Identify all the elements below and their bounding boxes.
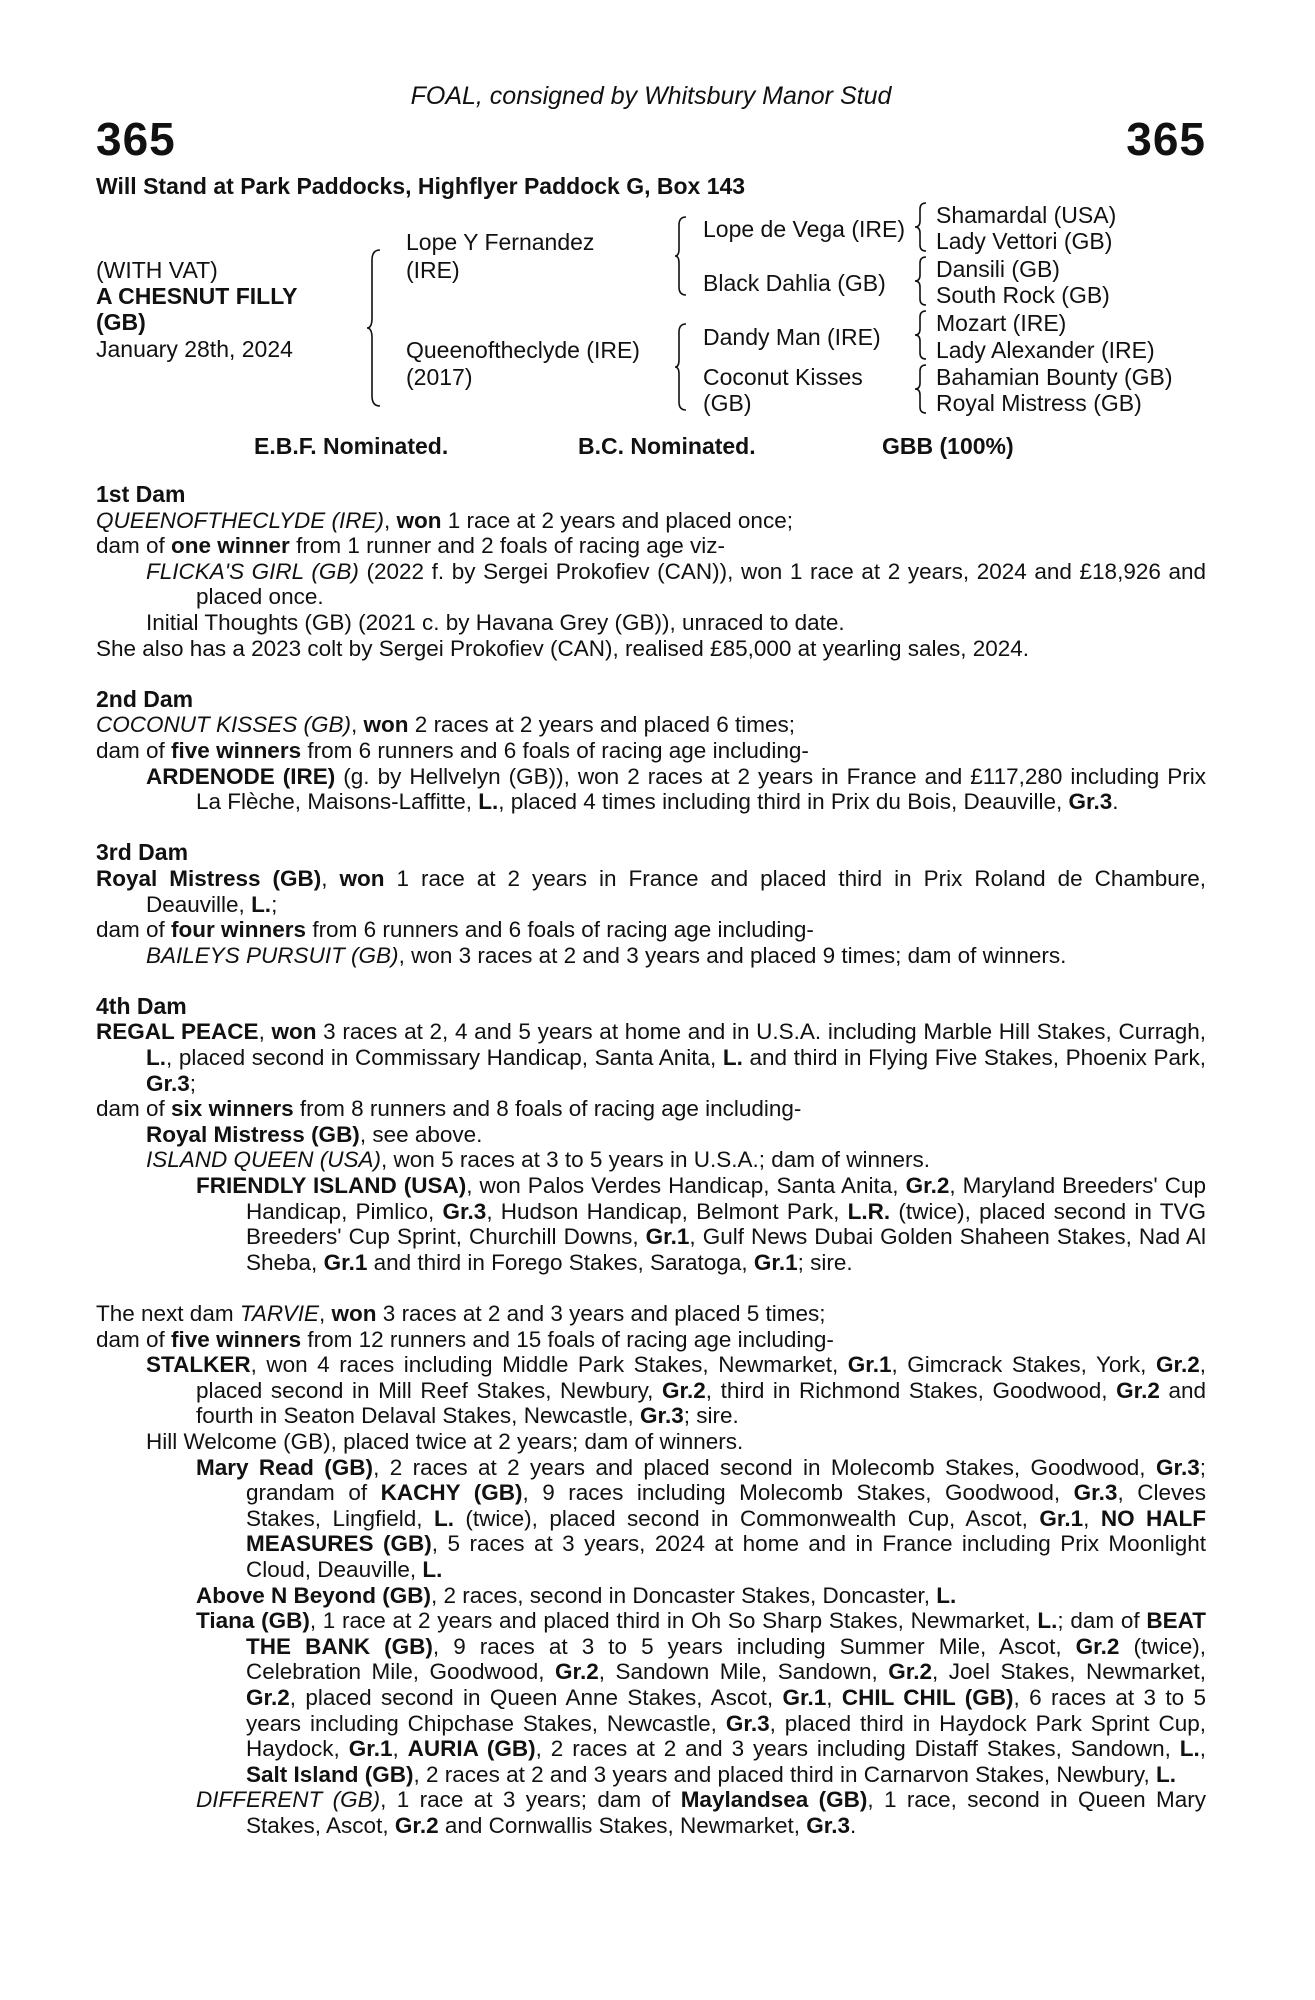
- dam1-title: 1st Dam: [96, 481, 186, 507]
- dam3-produce-1: BAILEYS PURSUIT (GB), won 3 races at 2 and 3 years and placed 9 times; dam of winners.: [146, 942, 1067, 968]
- dam-line1: Queenoftheclyde (IRE): [406, 337, 640, 363]
- pedigree-brace-sire: [674, 215, 688, 297]
- ggp-dds: Bahamian Bounty (GB): [936, 364, 1173, 390]
- stand-location: Will Stand at Park Paddocks, Highflyer Paddock G, Box 143: [96, 173, 746, 199]
- dam-dam-line1: Coconut Kisses: [703, 364, 863, 390]
- dam4-title: 4th Dam: [96, 992, 187, 1019]
- vat-note: (WITH VAT): [96, 257, 218, 283]
- ggp-dss: Mozart (IRE): [936, 310, 1067, 336]
- dam1-line2: dam of one winner from 1 runner and 2 foals of racing age viz-: [96, 533, 726, 559]
- next-dam-grandproduce-1: Mary Read (GB), 2 races at 2 years and placed second in Molecomb Stakes, Goodwood, Gr.3; grandam of KACHY (GB), 9 races including Molecomb Stakes, Goodwood, Gr.3, Cleves Stakes, Lingfield, L. (twice), placed second in Commonwealth Cup, Ascot, Gr.1, NO HALF MEASURES (GB), 5 races at 3 years, 2024 at home and in France including Prix Moonlight Cloud, Deauville, L.: [196, 1454, 1207, 1582]
- sire-line1: Lope Y Fernandez: [406, 229, 595, 255]
- sire-dam: Black Dahlia (GB): [703, 270, 886, 296]
- foaling-date: January 28th, 2024: [96, 336, 293, 362]
- ggp-sds: Dansili (GB): [936, 256, 1060, 282]
- dam3-title: 3rd Dam: [96, 839, 189, 866]
- pedigree-brace-ggp2: [914, 255, 928, 307]
- dam-line2: (2017): [406, 364, 473, 390]
- next-dam-produce-1: STALKER, won 4 races including Middle Park Stakes, Newmarket, Gr.1, Gimcrack Stakes, York, Gr.2, placed second in Mill Reef Stakes, Newbury, Gr.2, third in Richmond Stakes, Goodwood, Gr.2 and fourth in Seaton Delaval Stakes, Newcastle, Gr.3; sire.: [146, 1352, 1207, 1429]
- subject-name-line2: (GB): [96, 309, 146, 335]
- lot-number-left: 365: [96, 113, 176, 165]
- dam1-note: She also has a 2023 colt by Sergei Prokofiev (CAN), realised £85,000 at yearling sales, 2024.: [96, 635, 1030, 661]
- sire-line2: (IRE): [406, 257, 460, 283]
- bc-nomination: B.C. Nominated.: [578, 433, 756, 459]
- dam4-produce-2: ISLAND QUEEN (USA), won 5 races at 3 to 5 years in U.S.A.; dam of winners.: [146, 1147, 931, 1173]
- next-dam-produce-2: Hill Welcome (GB), placed twice at 2 years; dam of winners.: [146, 1428, 744, 1454]
- dam3-line1: Royal Mistress (GB), won 1 race at 2 years in France and placed third in Prix Roland de Chambure, Deauville, L.;: [96, 865, 1206, 917]
- dam-sire: Dandy Man (IRE): [703, 324, 881, 350]
- dam1-line1: QUEENOFTHECLYDE (IRE), won 1 race at 2 years and placed once;: [96, 507, 793, 533]
- subject-name-line1: A CHESNUT FILLY: [96, 283, 298, 309]
- next-dam-grandproduce-3: Tiana (GB), 1 race at 2 years and placed third in Oh So Sharp Stakes, Newmarket, L.; dam of BEAT THE BANK (GB), 9 races at 3 to 5 years including Summer Mile, Ascot, Gr.2 (twice), Celebration Mile, Goodwood, Gr.2, Sandown Mile, Sandown, Gr.2, Joel Stakes, Newmarket, Gr.2, placed second in Queen Anne Stakes, Ascot, Gr.1, CHIL CHIL (GB), 6 races at 3 to 5 years including Chipchase Stakes, Newcastle, Gr.3, placed third in Haydock Park Sprint Cup, Haydock, Gr.1, AURIA (GB), 2 races at 2 and 3 years including Distaff Stakes, Sandown, L., Salt Island (GB), 2 races at 2 and 3 years and placed third in Carnarvon Stakes, Newbury, L.: [196, 1608, 1207, 1787]
- sire-sire: Lope de Vega (IRE): [703, 216, 906, 242]
- pedigree-brace-ggp3: [914, 309, 928, 361]
- dam1-produce-1: FLICKA'S GIRL (GB) (2022 f. by Sergei Prokofiev (CAN)), won 1 race at 2 years, 2024 and £18,926 and placed once.: [146, 558, 1206, 610]
- next-dam-line1: The next dam TARVIE, won 3 races at 2 and 3 years and placed 5 times;: [96, 1301, 826, 1326]
- pedigree-brace-main: [366, 248, 382, 408]
- ggp-dsd: Lady Alexander (IRE): [936, 337, 1155, 363]
- ggp-sdd: South Rock (GB): [936, 282, 1110, 308]
- dam2-line2: dam of five winners from 6 runners and 6 foals of racing age including-: [96, 737, 809, 763]
- produce-record: [96, 482, 1206, 1838]
- ggp-ssd: Lady Vettori (GB): [936, 228, 1113, 254]
- ggp-sss: Shamardal (USA): [936, 202, 1117, 228]
- next-dam-grandproduce-4: DIFFERENT (GB), 1 race at 3 years; dam of Maylandsea (GB), 1 race, second in Queen Mary Stakes, Ascot, Gr.2 and Cornwallis Stakes, Newmarket, Gr.3.: [196, 1787, 1206, 1838]
- dam1-produce-2: Initial Thoughts (GB) (2021 c. by Havana Grey (GB)), unraced to date.: [146, 609, 845, 635]
- lot-number-right: 365: [1126, 113, 1206, 165]
- gbb-status: GBB (100%): [882, 433, 1014, 459]
- ebf-nomination: E.B.F. Nominated.: [254, 433, 449, 459]
- ggp-ddd: Royal Mistress (GB): [936, 390, 1142, 416]
- dam2-title: 2nd Dam: [96, 685, 194, 712]
- dam4-produce-1: Royal Mistress (GB), see above.: [146, 1121, 483, 1147]
- dam-dam-line2: (GB): [703, 390, 752, 416]
- pedigree-brace-ggp4: [914, 363, 928, 415]
- dam4-line1: REGAL PEACE, won 3 races at 2, 4 and 5 years at home and in U.S.A. including Marble Hill Stakes, Curragh, L., placed second in Commissary Handicap, Santa Anita, L. and third in Flying Five Stakes, Phoenix Park, Gr.3;: [96, 1019, 1207, 1096]
- dam2-produce-1: ARDENODE (IRE) (g. by Hellvelyn (GB)), won 2 races at 2 years in France and £117,280 including Prix La Flèche, Maisons-Laffitte, L., placed 4 times including third in Prix du Bois, Deauville, Gr.3.: [146, 763, 1206, 815]
- pedigree-brace-ggp1: [914, 201, 928, 253]
- catalogue-page: [96, 0, 1206, 2000]
- dam4-line2: dam of six winners from 8 runners and 8 foals of racing age including-: [96, 1096, 802, 1122]
- next-dam-line2: dam of five winners from 12 runners and 15 foals of racing age including-: [96, 1326, 834, 1352]
- dam2-line1: COCONUT KISSES (GB), won 2 races at 2 years and placed 6 times;: [96, 712, 796, 738]
- pedigree-brace-dam: [674, 322, 688, 412]
- dam4-grandproduce-1: FRIENDLY ISLAND (USA), won Palos Verdes Handicap, Santa Anita, Gr.2, Maryland Breeders' Cup Handicap, Pimlico, Gr.3, Hudson Handicap, Belmont Park, L.R. (twice), placed second in TVG Breeders' Cup Sprint, Churchill Downs, Gr.1, Gulf News Dubai Golden Shaheen Stakes, Nad Al Sheba, Gr.1 and third in Forego Stakes, Saratoga, Gr.1; sire.: [196, 1173, 1207, 1275]
- dam3-line2: dam of four winners from 6 runners and 6 foals of racing age including-: [96, 917, 814, 943]
- consignor-line: FOAL, consigned by Whitsbury Manor Stud: [410, 82, 892, 110]
- next-dam-grandproduce-2: Above N Beyond (GB), 2 races, second in Doncaster Stakes, Doncaster, L.: [196, 1582, 957, 1608]
